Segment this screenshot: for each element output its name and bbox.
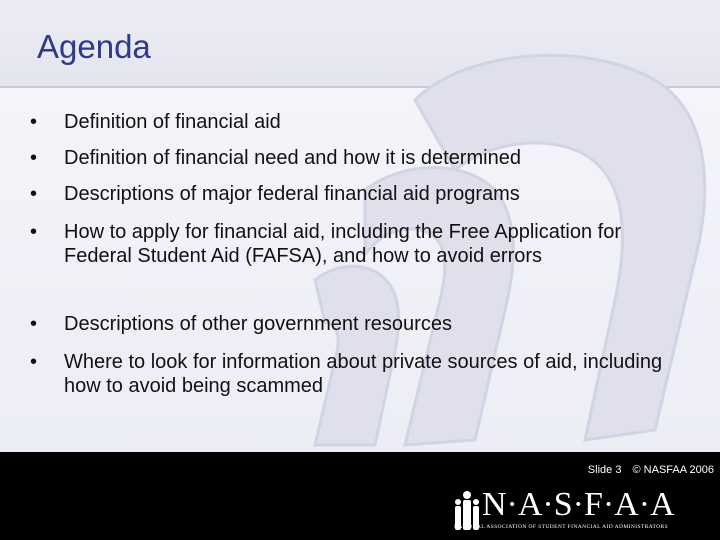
bullet-marker: • — [30, 221, 38, 243]
slide-title: Agenda — [37, 28, 151, 65]
list-item — [30, 110, 690, 134]
slide-number: Slide 3 — [587, 464, 622, 476]
footer-bar — [0, 452, 720, 540]
bullet-text: Definition of financial aid — [64, 111, 281, 133]
nasfaa-logo — [452, 488, 718, 538]
logo-wordmark: N·A·S·F·A·A — [482, 486, 675, 523]
list-item — [30, 312, 690, 336]
bullet-text: Descriptions of other government resources — [64, 313, 452, 335]
list-item — [30, 220, 650, 268]
bullet-text: How to apply for financial aid, including the Free Application for Federal Student Aid (FAFSA), and how to avoid errors — [64, 221, 621, 267]
bullet-marker: • — [30, 313, 38, 335]
bullet-text: Descriptions of major federal financial aid programs — [64, 183, 520, 205]
bullet-marker: • — [30, 147, 38, 169]
bullet-text: Definition of financial need and how it is determined — [64, 147, 521, 169]
bullet-text: Where to look for information about private sources of aid, including how to avoid being scammed — [64, 351, 663, 397]
list-item — [30, 182, 690, 206]
bullet-marker: • — [30, 183, 38, 205]
logo-tagline: NATIONAL ASSOCIATION OF STUDENT FINANCIAL AID ADMINISTRATORS — [454, 524, 669, 530]
list-item — [30, 146, 690, 170]
copyright-notice: © NASFAA 2006 — [632, 464, 714, 476]
bullet-marker: • — [30, 351, 38, 373]
slide-footer-info — [588, 464, 714, 476]
list-item — [30, 350, 670, 398]
bullet-marker: • — [30, 111, 38, 133]
